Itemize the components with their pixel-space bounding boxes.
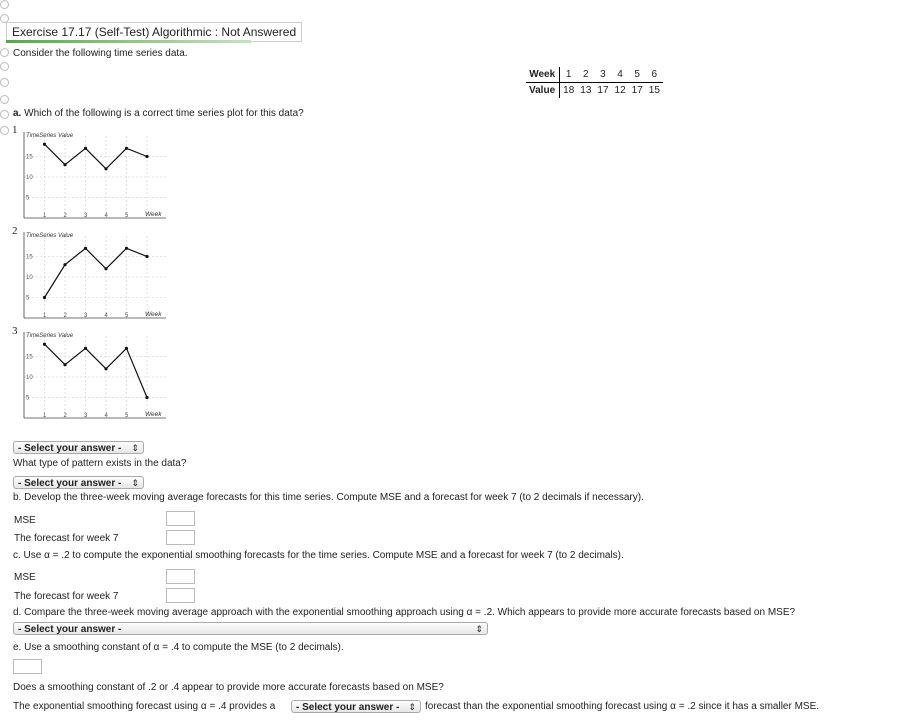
nav-dot[interactable] <box>0 0 9 9</box>
y-tick-label: 10 <box>26 375 33 381</box>
table-cell: 13 <box>580 85 592 96</box>
part-e-answer-select[interactable] <box>291 700 421 713</box>
table-cell: 4 <box>612 67 629 83</box>
x-tick-label: 1 <box>43 213 47 219</box>
part-b-question: b. Develop the three-week moving average forecasts for this time series. Compute MSE and a forecast for week 7 (to 2 decimals if necessary). <box>13 492 644 503</box>
option-number[interactable]: 1 <box>12 124 18 136</box>
part-e-sentence-pre: The exponential smoothing forecast using α = .4 provides a <box>13 701 276 712</box>
y-axis-label: TimeSeries Value <box>26 133 74 139</box>
x-tick-label: 5 <box>125 313 129 319</box>
data-point <box>84 347 87 350</box>
data-point <box>43 296 46 299</box>
part-e-followup: Does a smoothing constant of .2 or .4 appear to provide more accurate forecasts based on MSE? <box>13 682 444 693</box>
x-tick-label: 3 <box>84 213 88 219</box>
nav-dot[interactable] <box>0 62 9 71</box>
table-cell: 2 <box>577 67 594 83</box>
x-tick-label: 1 <box>43 313 47 319</box>
y-tick-label: 5 <box>26 395 30 402</box>
x-tick-label: 1 <box>43 413 47 419</box>
part-d-question: d. Compare the three-week moving average approach with the exponential smoothing approach using α = .2. Which appears to provide more accurate forecasts based on MSE? <box>13 607 796 618</box>
x-tick-label: 2 <box>63 213 67 219</box>
data-point <box>145 396 148 399</box>
table-cell: 18 <box>563 85 575 96</box>
y-tick-label: 5 <box>26 295 30 302</box>
part-d-answer-select[interactable] <box>13 622 488 635</box>
part-c-mse-input[interactable] <box>166 569 195 584</box>
data-point <box>145 155 148 158</box>
data-point <box>63 263 66 266</box>
select-value: - Select your answer - <box>18 478 122 489</box>
x-tick-label: 4 <box>104 313 108 319</box>
x-axis-label: Week <box>145 211 162 218</box>
x-axis-label: Week <box>145 411 162 418</box>
nav-dot[interactable] <box>0 95 9 104</box>
x-tick-label: 3 <box>84 413 88 419</box>
table-cell: 17 <box>597 85 609 96</box>
part-b-mse-input[interactable] <box>166 511 195 526</box>
y-tick-label: 5 <box>26 195 30 202</box>
table-row-label: Value <box>526 83 560 99</box>
data-point <box>125 347 128 350</box>
table-cell: 3 <box>594 67 611 83</box>
data-point <box>104 367 107 370</box>
table-cell: 15 <box>648 85 660 96</box>
time-series-plot-option-3[interactable] <box>22 328 168 424</box>
table-cell: 1 <box>560 67 578 83</box>
pattern-question: What type of pattern exists in the data? <box>13 458 187 469</box>
select-arrow-icon: ⇕ <box>131 478 139 488</box>
option-number[interactable]: 2 <box>12 225 18 237</box>
data-point <box>84 247 87 250</box>
x-tick-label: 5 <box>125 213 129 219</box>
nav-dot[interactable] <box>0 126 9 135</box>
select-arrow-icon: ⇕ <box>475 624 483 634</box>
data-point <box>43 143 46 146</box>
series-line <box>45 248 148 297</box>
y-tick-label: 10 <box>26 175 33 181</box>
table-cell: 6 <box>646 67 663 83</box>
part-e-question: e. Use a smoothing constant of α = .4 to compute the MSE (to 2 decimals). <box>13 642 344 653</box>
table-row-label: Week <box>526 67 560 83</box>
part-c-question: c. Use α = .2 to compute the exponential smoothing forecasts for the time series. Compute MSE and a forecast for week 7 (to 2 decimals). <box>13 550 624 561</box>
nav-dot[interactable] <box>0 78 9 87</box>
part-a-text: Which of the following is a correct time series plot for this data? <box>24 108 304 119</box>
data-point <box>125 147 128 150</box>
data-point <box>125 247 128 250</box>
data-point <box>43 343 46 346</box>
select-value: - Select your answer - <box>18 624 122 635</box>
select-value: - Select your answer - <box>18 443 122 454</box>
x-tick-label: 4 <box>104 413 108 419</box>
part-a-question <box>13 108 304 119</box>
data-point <box>63 163 66 166</box>
select-arrow-icon: ⇕ <box>131 443 139 453</box>
y-axis-label: TimeSeries Value <box>26 333 74 339</box>
mse-label: MSE <box>14 515 36 526</box>
select-arrow-icon: ⇕ <box>408 702 416 712</box>
data-point <box>145 255 148 258</box>
mse-label: MSE <box>14 572 36 583</box>
time-series-plot-option-2[interactable] <box>22 228 168 324</box>
x-tick-label: 2 <box>63 313 67 319</box>
table-cell: 12 <box>614 85 626 96</box>
forecast-label: The forecast for week 7 <box>14 591 119 602</box>
y-tick-label: 15 <box>26 354 33 361</box>
intro-text: Consider the following time series data. <box>13 48 188 59</box>
time-series-plot-option-1[interactable] <box>22 128 168 224</box>
table-cell: 17 <box>631 85 643 96</box>
data-point <box>104 267 107 270</box>
header-progress-bar <box>6 40 251 43</box>
pattern-answer-select[interactable] <box>13 476 144 489</box>
data-point <box>63 363 66 366</box>
x-axis-label: Week <box>145 311 162 318</box>
select-value: - Select your answer - <box>296 702 400 713</box>
part-b-forecast-input[interactable] <box>166 530 195 545</box>
question-nav-rail <box>0 0 8 140</box>
x-tick-label: 4 <box>104 213 108 219</box>
nav-dot[interactable] <box>0 110 9 119</box>
x-tick-label: 3 <box>84 313 88 319</box>
forecast-label: The forecast for week 7 <box>14 533 119 544</box>
part-c-forecast-input[interactable] <box>166 588 195 603</box>
option-number[interactable]: 3 <box>12 325 18 337</box>
data-point <box>84 147 87 150</box>
nav-dot[interactable] <box>0 48 9 57</box>
x-tick-label: 5 <box>125 413 129 419</box>
series-line <box>45 144 148 169</box>
y-tick-label: 15 <box>26 254 33 261</box>
y-axis-label: TimeSeries Value <box>26 233 74 239</box>
x-tick-label: 2 <box>63 413 67 419</box>
y-tick-label: 10 <box>26 275 33 281</box>
series-line <box>45 344 148 397</box>
data-point <box>104 167 107 170</box>
y-tick-label: 15 <box>26 154 33 161</box>
table-cell: 5 <box>629 67 646 83</box>
part-e-sentence-post: forecast than the exponential smoothing forecast using α = .2 since it has a smaller MSE. <box>425 701 820 712</box>
part-a-letter: a. <box>13 108 22 119</box>
exercise-header: Exercise 17.17 (Self-Test) Algorithmic : Not Answered <box>6 22 302 42</box>
time-series-table <box>526 67 663 98</box>
part-e-mse-input[interactable] <box>13 659 42 674</box>
plot-answer-select[interactable] <box>13 441 144 454</box>
